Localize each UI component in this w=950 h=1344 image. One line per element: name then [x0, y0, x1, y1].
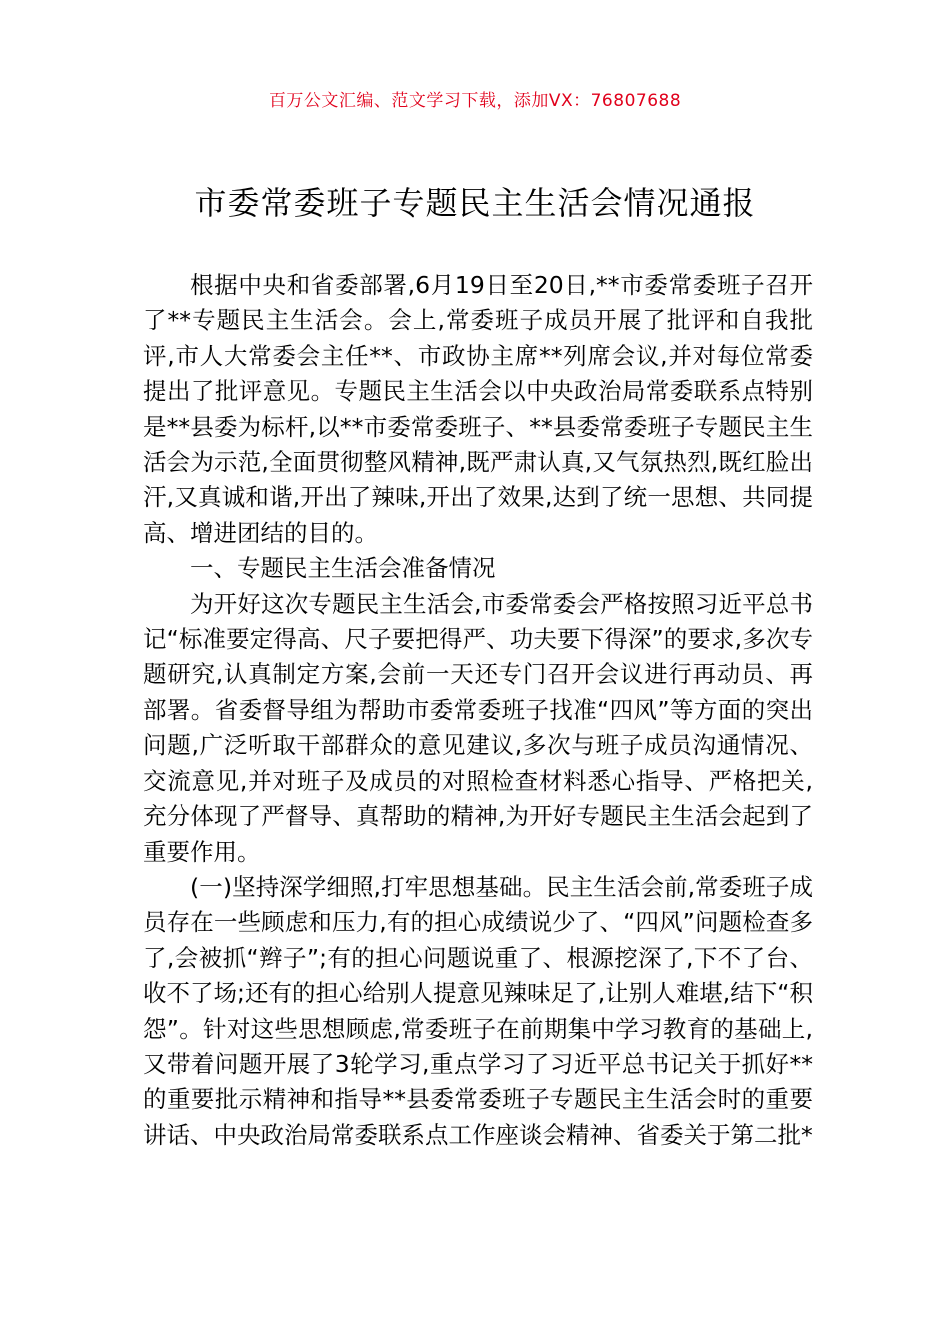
paragraph-intro: 根据中央和省委部署,6月19日至20日,**市委常委班子召开了**专题民主生活会。会上,常委班子成员开展了批评和自我批评,市人大常委会主任**、市政协主席**列席会议,并对每位常委提出了批评意见。专题民主生活会以中央政治局常委联系点特别是**县委为标杆,以**市委常委班子、**县委常委班子专题民主生活会为示范,全面贯彻整风精神,既严肃认真,又气氛热烈,既红脸出汗,又真诚和谐,开出了辣味,开出了效果,达到了统一思想、共同提高、增进团结的目的。	[143, 271, 813, 547]
section-heading-preparation: 一、专题民主生活会准备情况	[190, 554, 496, 583]
paragraph-preparation: 为开好这次专题民主生活会,市委常委会严格按照习近平总书记“标准要定得高、尺子要把得严、功夫要下得深”的要求,多次专题研究,认真制定方案,会前一天还专门召开会议进行再动员、再部署。省委督导组为帮助市委常委班子找准“四风”等方面的突出问题,广泛听取干部群众的意见建议,多次与班子成员沟通情况、交流意见,并对班子及成员的对照检查材料悉心指导、严格把关,充分体现了严督导、真帮助的精神,为开好专题民主生活会起到了重要作用。	[143, 589, 813, 866]
paragraph-subsection-1: (一)坚持深学细照,打牢思想基础。民主生活会前,常委班子成员存在一些顾虑和压力,有的担心成绩说少了、“四风”问题检查多了,会被抓“辫子”;有的担心问题说重了、根源挖深了,下不了台、收不了场;还有的担心给别人提意见辣味足了,让别人难堪,结下“积怨”。针对这些思想顾虑,常委班子在前期集中学习教育的基础上,又带着问题开展了3轮学习,重点学习了习近平总书记关于抓好**的重要批示精神和指导**县委常委班子专题民主生活会时的重要讲话、中央政治局常委联系点工作座谈会精神、省委关于第二批*	[143, 872, 813, 1149]
document-title: 市委常委班子专题民主生活会情况通报	[194, 184, 756, 222]
document-body	[143, 268, 813, 1153]
header-download-note: 百万公文汇编、范文学习下载，添加VX：76807688	[268, 91, 682, 111]
